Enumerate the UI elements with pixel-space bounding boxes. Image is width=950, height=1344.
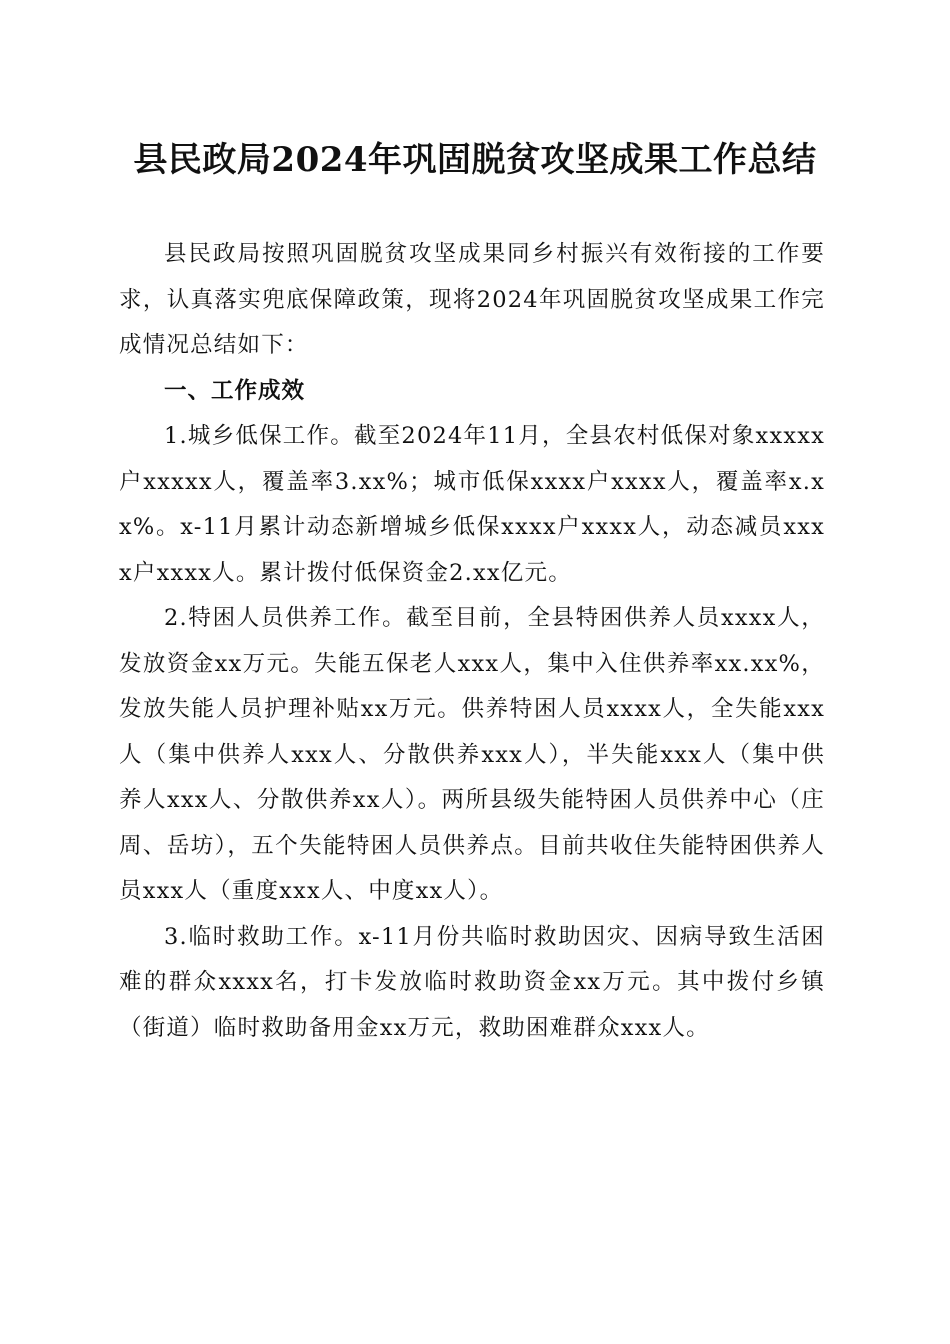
intro-paragraph: 县民政局按照巩固脱贫攻坚成果同乡村振兴有效衔接的工作要求，认真落实兜底保障政策，现将2024年巩固脱贫攻坚成果工作完成情况总结如下： xyxy=(119,241,825,358)
paragraph-urban-rural-subsistence: 1.城乡低保工作。截至2024年11月，全县农村低保对象xxxxx户xxxxx人，覆盖率3.xx%；城市低保xxxx户xxxx人，覆盖率x.xx%。x-11月累计动态新增城乡低保xxxx户xxxx人，动态减员xxxx户xxxx人。累计拨付低保资金2.xx亿元。 xyxy=(119,423,825,586)
section-heading-work-results: 一、工作成效 xyxy=(164,377,306,404)
paragraph-extreme-poverty-support: 2.特困人员供养工作。截至目前，全县特困供养人员xxxx人，发放资金xx万元。失能五保老人xxx人，集中入住供养率xx.xx%，发放失能人员护理补贴xx万元。供养特困人员xxxx人，全失能xxx人（集中供养人xxx人、分散供养xxx人），半失能xxx人（集中供养人xxx人、分散供养xx人）。两所县级失能特困人员供养中心（庄周、岳坊），五个失能特困人员供养点。目前共收住失能特困供养人员xxx人（重度xxx人、中度xx人）。 xyxy=(119,605,825,904)
document-body xyxy=(119,232,825,1051)
paragraph-temporary-assistance: 3.临时救助工作。x-11月份共临时救助因灾、因病导致生活困难的群众xxxx名，打卡发放临时救助资金xx万元。其中拨付乡镇（街道）临时救助备用金xx万元，救助困难群众xxx人。 xyxy=(119,923,825,1041)
document-title: 县民政局2024年巩固脱贫攻坚成果工作总结 xyxy=(133,140,817,180)
